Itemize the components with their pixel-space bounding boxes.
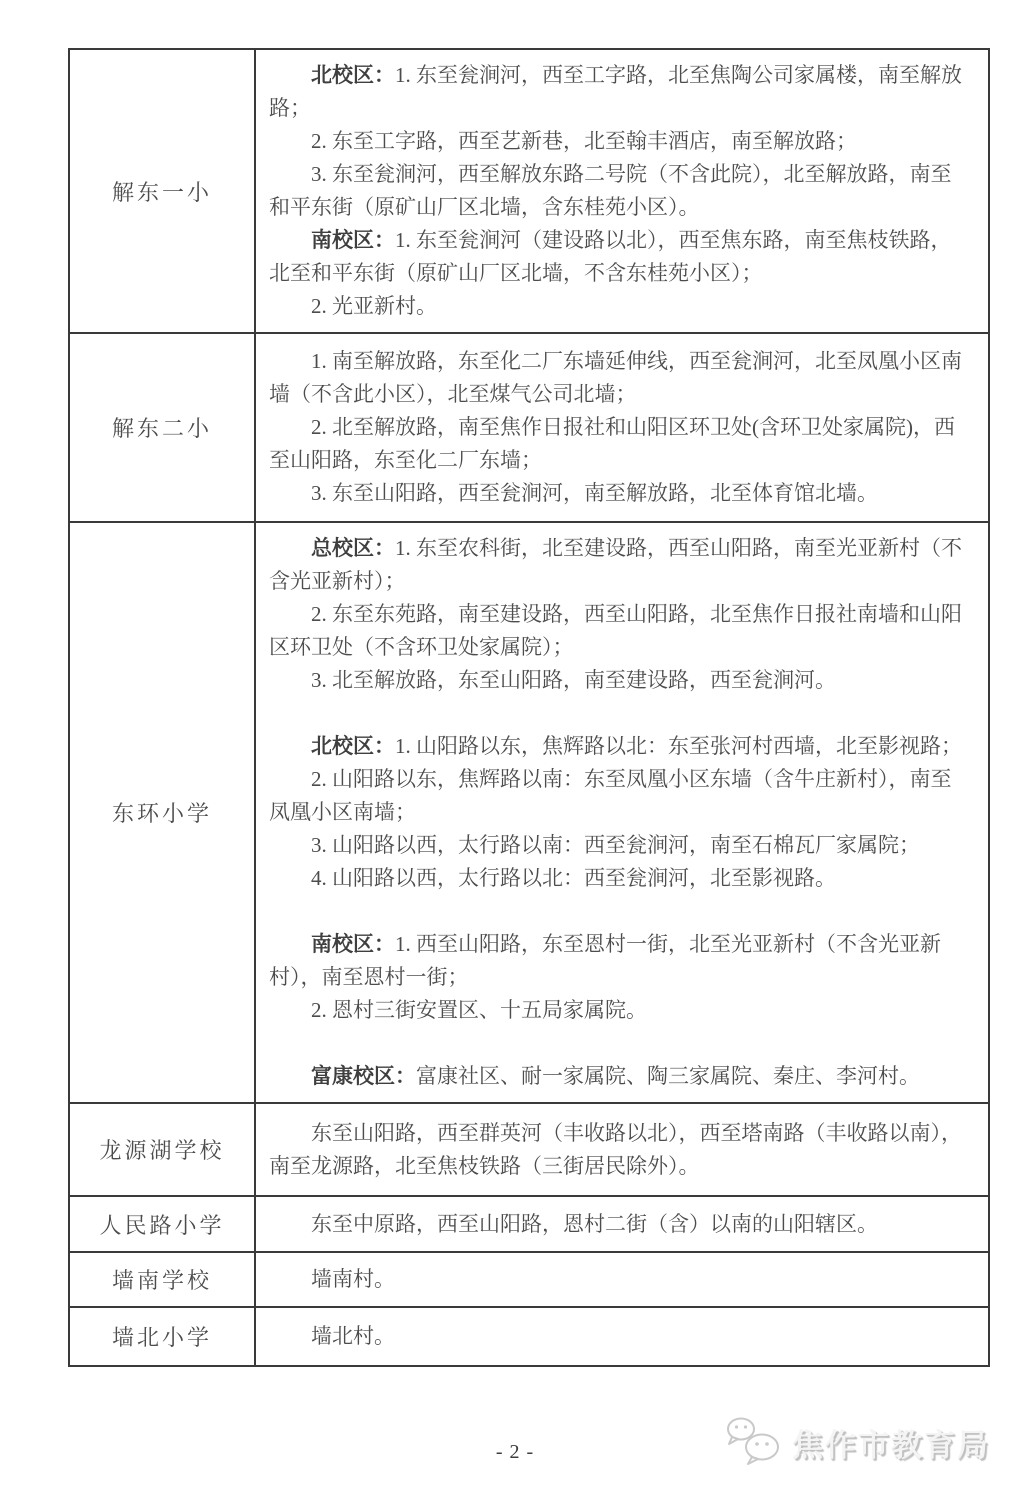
school-name-cell (70, 1104, 256, 1195)
watermark-label: 焦作市教育局 (792, 1427, 990, 1463)
district-paragraph: 4. 山阳路以西，太行路以北：西至瓮涧河，北至影视路。 (311, 866, 836, 890)
district-paragraph: 北校区：1. 东至瓮涧河，西至工字路，北至焦陶公司家属楼，南至解放路； (269, 63, 962, 120)
district-paragraph: 3. 东至山阳路，西至瓮涧河，南至解放路，北至体育馆北墙。 (311, 481, 878, 505)
school-name: 墙北小学 (111, 1325, 212, 1350)
district-paragraph: 北校区：1. 山阳路以东，焦辉路以北：东至张河村西墙，北至影视路； (311, 734, 962, 758)
campus-label: 富康校区： (311, 1064, 416, 1088)
wechat-icon (724, 1416, 786, 1468)
district-description-cell (256, 1253, 988, 1306)
district-description-cell (256, 334, 988, 521)
district-description-cell (256, 1197, 988, 1251)
school-name-cell (70, 1308, 256, 1365)
district-description-cell (256, 1308, 988, 1365)
table-row (70, 334, 988, 523)
school-name: 人民路小学 (99, 1212, 225, 1238)
campus-label: 北校区： (311, 734, 395, 758)
table-row (70, 1104, 988, 1197)
district-paragraph: 2. 东至东苑路，南至建设路，西至山阳路，北至焦作日报社南墙和山阳区环卫处（不含环卫处家属院）； (269, 602, 962, 659)
district-paragraph: 东至中原路，西至山阳路，恩村二街（含）以南的山阳辖区。 (311, 1211, 878, 1236)
district-paragraph: 3. 东至瓮涧河，西至解放东路二号院（不含此院），北至解放路，南至和平东街（原矿山厂区北墙，含东桂苑小区）。 (269, 162, 952, 219)
school-name: 解东二小 (111, 416, 212, 441)
table-row (70, 1308, 988, 1365)
campus-label: 南校区： (311, 228, 395, 252)
district-paragraph: 2. 东至工字路，西至艺新巷，北至翰丰酒店，南至解放路； (311, 129, 857, 153)
campus-label: 北校区： (311, 63, 395, 87)
school-name-cell (70, 1197, 256, 1251)
watermark (724, 1416, 990, 1468)
table-row (70, 1253, 988, 1308)
district-paragraph: 2. 山阳路以东，焦辉路以南：东至凤凰小区东墙（含牛庄新村），南至凤凰小区南墙； (269, 767, 952, 824)
school-name: 龙源湖学校 (99, 1138, 225, 1163)
table-row (70, 523, 988, 1104)
district-paragraph: 墙北村。 (311, 1324, 395, 1348)
district-paragraph: 2. 北至解放路，南至焦作日报社和山阳区环卫处(含环卫处家属院)，西至山阳路，东至化二厂东墙； (269, 415, 955, 472)
district-paragraph: 富康校区：富康社区、耐一家属院、陶三家属院、秦庄、李河村。 (311, 1064, 920, 1088)
campus-label: 南校区： (311, 932, 395, 956)
district-paragraph: 总校区：1. 东至农科街，北至建设路，西至山阳路，南至光亚新村（不含光亚新村）； (269, 536, 962, 593)
district-paragraph: 1. 南至解放路，东至化二厂东墙延伸线，西至瓮涧河，北至凤凰小区南墙（不含此小区），北至煤气公司北墙； (269, 349, 962, 406)
school-name-cell (70, 1253, 256, 1306)
district-description-cell (256, 523, 988, 1102)
school-name: 东环小学 (111, 801, 212, 826)
table-row (70, 1197, 988, 1253)
school-name: 解东一小 (111, 179, 212, 205)
table-row (70, 50, 988, 334)
district-paragraph: 墙南村。 (311, 1267, 395, 1291)
district-paragraph: 南校区：1. 西至山阳路，东至恩村一街，北至光亚新村（不含光亚新村），南至恩村一街； (269, 932, 941, 989)
page-number: - 2 - (495, 1441, 535, 1463)
school-name-cell (70, 50, 256, 332)
district-paragraph: 3. 山阳路以西，太行路以南：西至瓮涧河，南至石棉瓦厂家属院； (311, 833, 920, 857)
district-paragraph: 南校区：1. 东至瓮涧河（建设路以北），西至焦东路，南至焦枝铁路，北至和平东街（原矿山厂区北墙，不含东桂苑小区）； (269, 228, 952, 285)
campus-label: 总校区： (311, 536, 395, 560)
district-paragraph: 2. 恩村三街安置区、十五局家属院。 (311, 998, 647, 1022)
school-name-cell (70, 334, 256, 521)
district-paragraph: 3. 北至解放路，东至山阳路，南至建设路，西至瓮涧河。 (311, 668, 836, 692)
district-paragraph: 东至山阳路，西至群英河（丰收路以北），西至塔南路（丰收路以南），南至龙源路，北至焦枝铁路（三街居民除外）。 (269, 1120, 962, 1178)
school-name: 墙南学校 (111, 1268, 212, 1293)
school-district-table (68, 48, 990, 1367)
district-paragraph: 2. 光亚新村。 (311, 294, 437, 318)
district-description-cell (256, 50, 988, 332)
district-description-cell (256, 1104, 988, 1195)
school-name-cell (70, 523, 256, 1102)
